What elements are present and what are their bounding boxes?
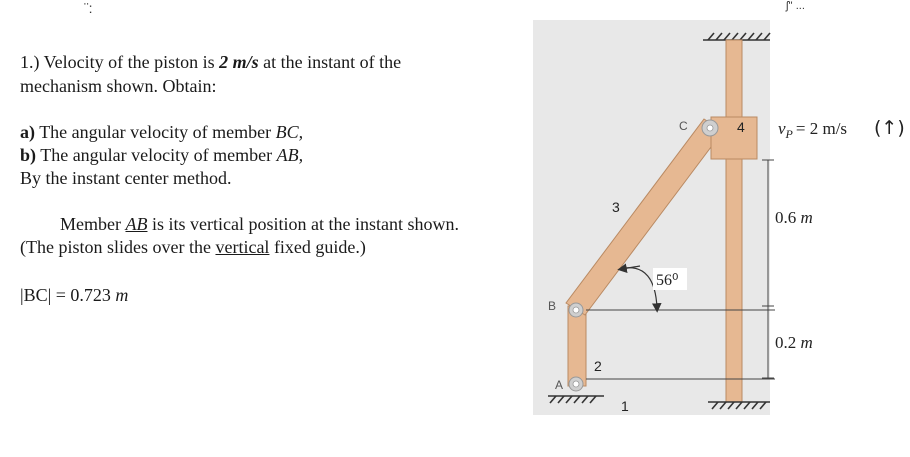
velocity-arrow: (↑) bbox=[874, 117, 905, 139]
dimension-upper-value: 0.6 bbox=[775, 208, 797, 227]
label-b: B bbox=[548, 299, 557, 313]
guide-pre: (The piston slides over the bbox=[20, 237, 211, 257]
guide-post: fixed guide.) bbox=[273, 237, 366, 257]
scan-speck-right: ʃ'' ... bbox=[786, 0, 805, 12]
label-a: A bbox=[555, 378, 564, 392]
question-b bbox=[20, 144, 303, 166]
note-tail: is its vertical position at the instant shown. bbox=[151, 214, 459, 234]
angle-label: 56⁰ bbox=[656, 272, 679, 289]
question-b-text: The angular velocity of member bbox=[40, 145, 273, 165]
problem-intro-tail: at the instant of the bbox=[263, 52, 402, 72]
question-a-member: BC, bbox=[275, 122, 304, 142]
pin-c-hole bbox=[707, 125, 713, 131]
velocity-label bbox=[778, 119, 847, 141]
label-link-4: 4 bbox=[737, 119, 745, 135]
bc-length-value: |BC| = 0.723 bbox=[20, 285, 111, 305]
piston-speed: 2 m/s bbox=[219, 52, 259, 72]
problem-intro: 1.) Velocity of the piston is bbox=[20, 52, 215, 72]
question-a bbox=[20, 121, 303, 143]
velocity-subscript: P bbox=[785, 127, 793, 141]
pin-a-hole bbox=[573, 381, 579, 387]
note-line bbox=[60, 213, 459, 235]
dimension-lower-unit: m bbox=[800, 333, 813, 352]
velocity-symbol: v bbox=[778, 119, 786, 138]
label-c: C bbox=[679, 119, 688, 133]
link-ab bbox=[568, 306, 586, 386]
velocity-value: = 2 m/s bbox=[795, 119, 848, 138]
dimension-lower-value: 0.2 bbox=[775, 333, 797, 352]
problem-intro-line2: mechanism shown. Obtain: bbox=[20, 76, 217, 96]
dimension-lower bbox=[775, 333, 813, 352]
dimension-upper-unit: m bbox=[800, 208, 813, 227]
problem-intro-line bbox=[20, 51, 401, 73]
label-link-1: 1 bbox=[621, 398, 629, 414]
question-a-text: The angular velocity of member bbox=[39, 122, 272, 142]
question-a-prefix: a) bbox=[20, 122, 35, 142]
guide-line bbox=[20, 236, 366, 258]
question-b-member: AB, bbox=[276, 145, 304, 165]
bc-length-unit: m bbox=[115, 285, 129, 305]
label-link-2: 2 bbox=[594, 358, 602, 374]
scan-speck-left: ¨: bbox=[84, 0, 93, 16]
vertical-guide bbox=[726, 40, 742, 402]
pin-b-hole bbox=[573, 307, 579, 313]
bc-length bbox=[20, 284, 128, 306]
method-line: By the instant center method. bbox=[20, 168, 232, 188]
question-b-prefix: b) bbox=[20, 145, 37, 165]
note-ab: AB bbox=[125, 214, 148, 234]
note-member: Member bbox=[60, 214, 121, 234]
mechanism-diagram bbox=[533, 20, 908, 435]
dimension-upper bbox=[775, 208, 813, 227]
label-link-3: 3 bbox=[612, 199, 620, 215]
guide-word: vertical bbox=[215, 237, 270, 257]
